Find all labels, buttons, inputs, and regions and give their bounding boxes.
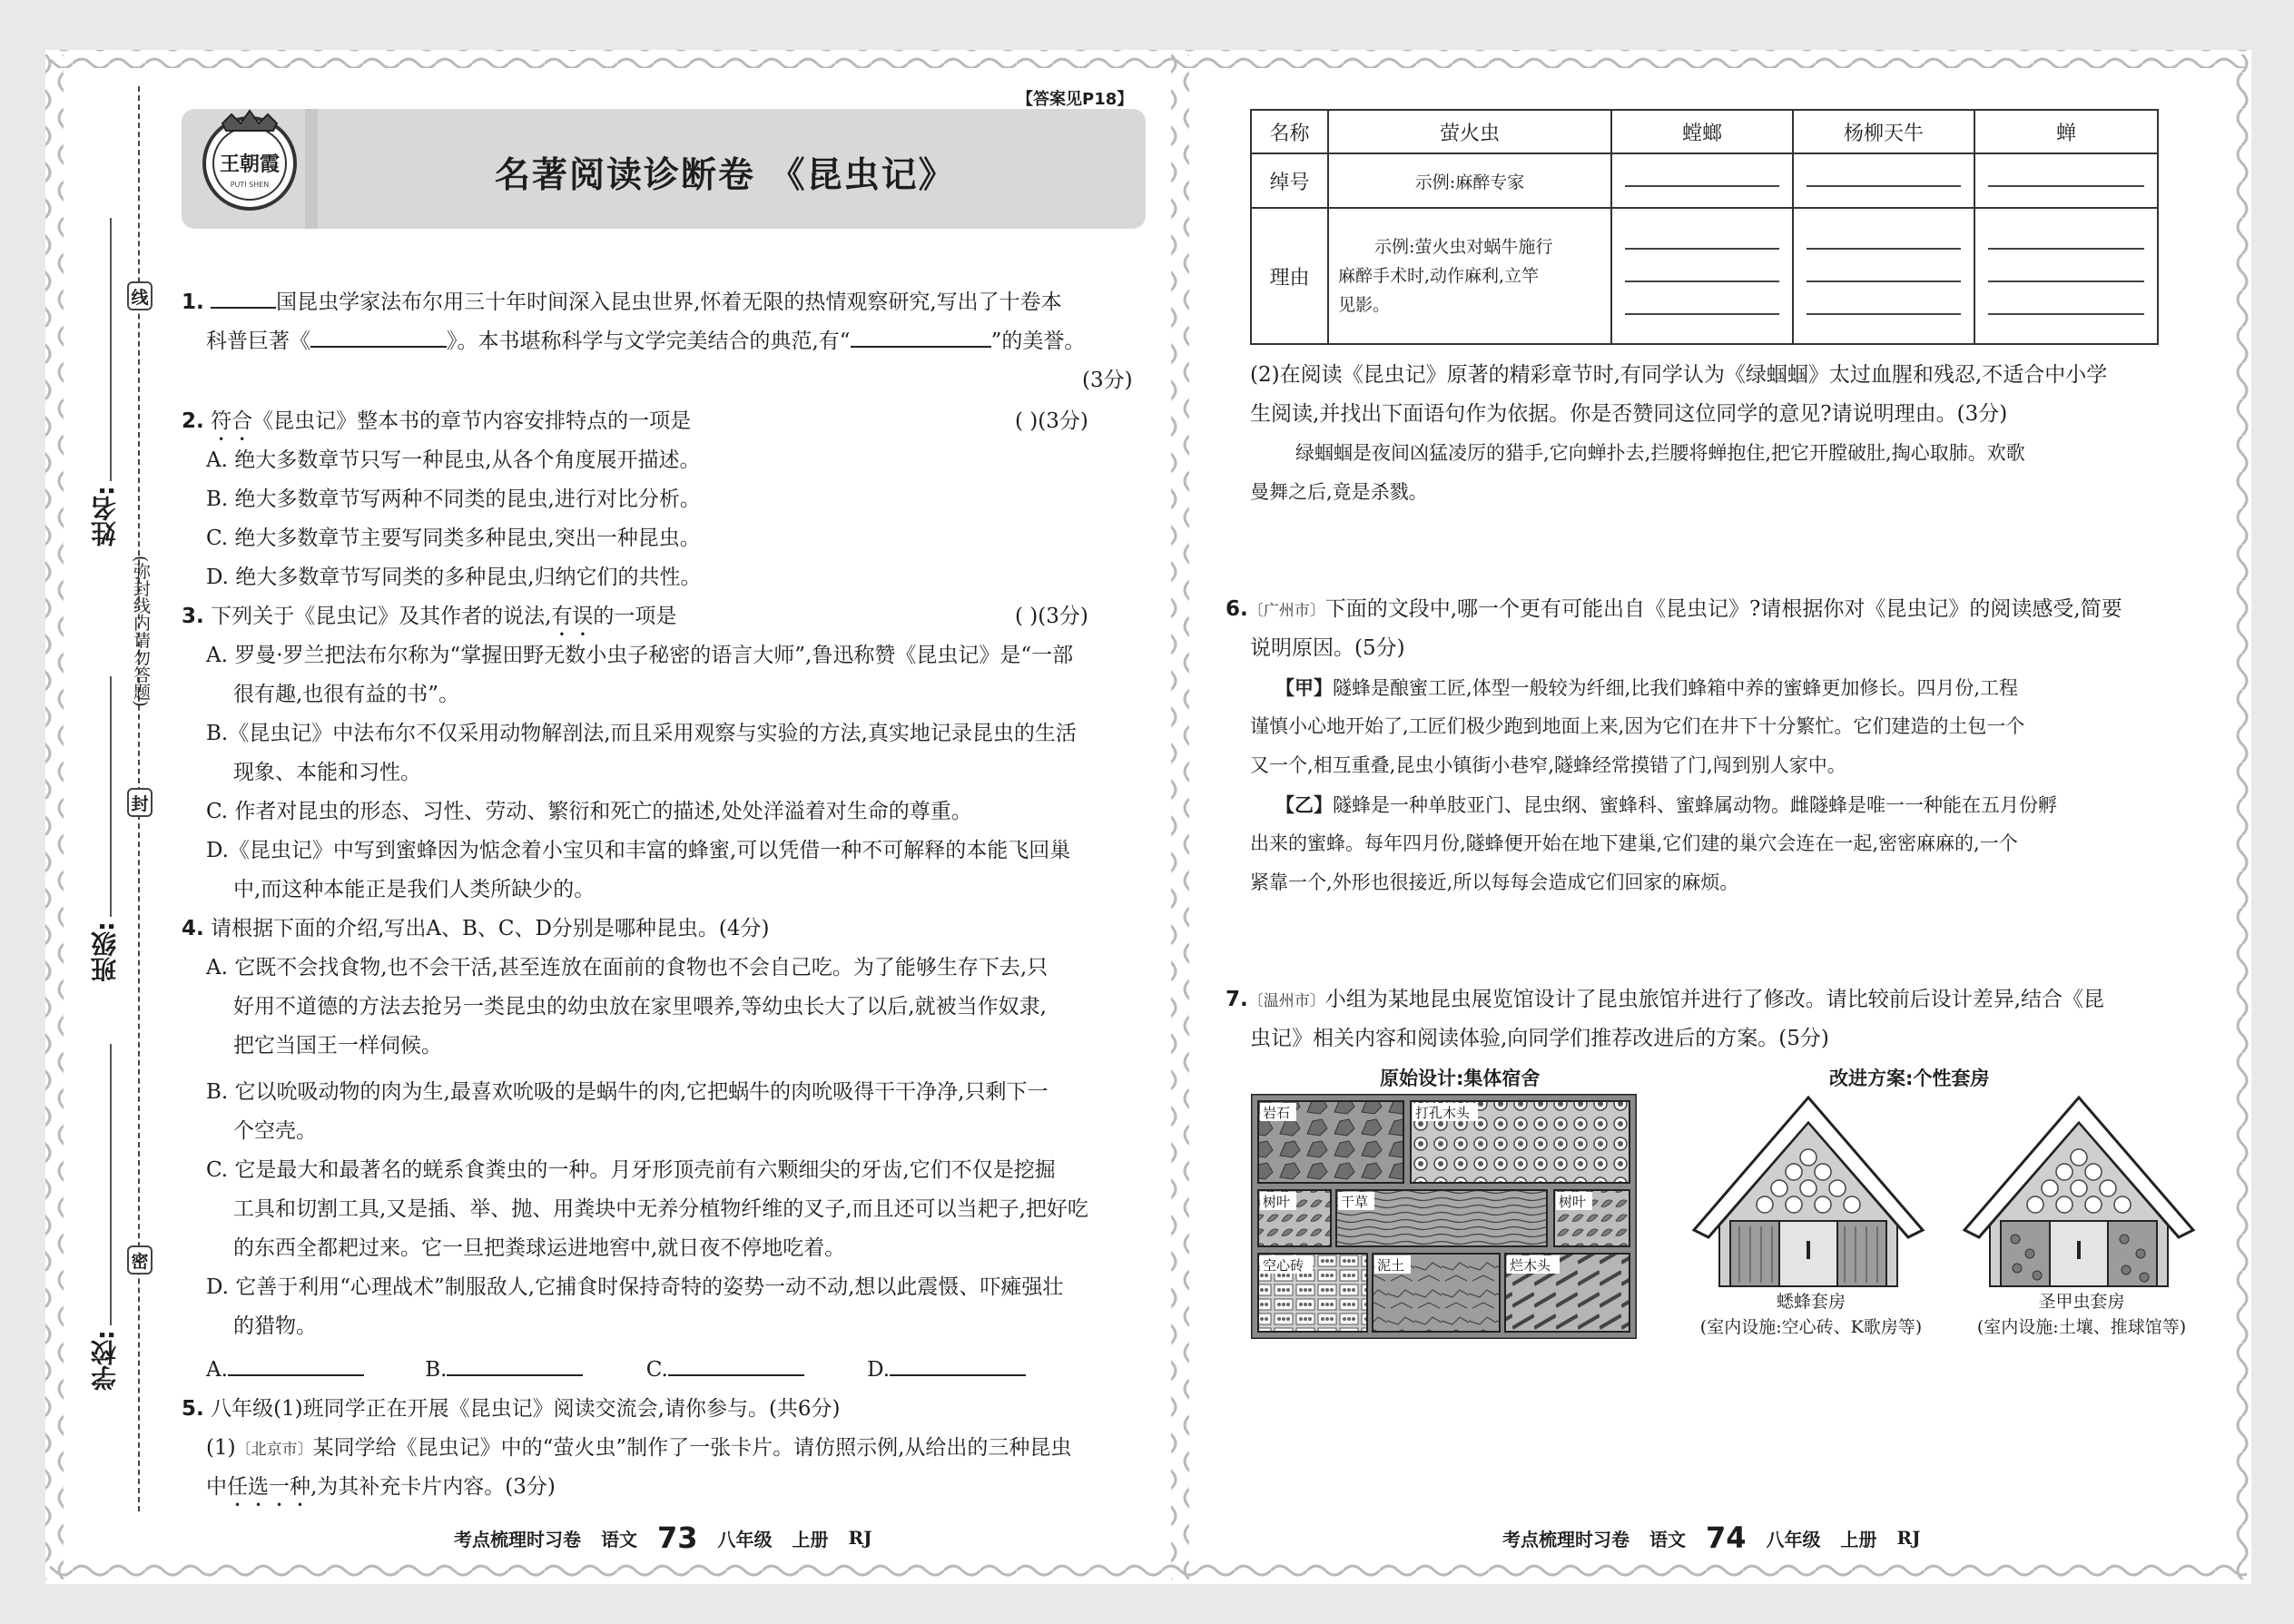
q4-answer-b[interactable]	[447, 1351, 583, 1376]
binding-note: (弥封线内请勿答题)	[131, 556, 151, 707]
q2-option-c: C. 绝大多数章节主要写同类多种昆虫,突出一种昆虫。	[206, 527, 701, 550]
q1-score: (3分)	[1082, 369, 1133, 392]
table-header-name: 名称	[1251, 110, 1328, 153]
q5-quote-line1: 绿蝈蝈是夜间凶猛凌厉的猎手,它向蝉扑去,拦腰将蝉抱住,把它开膛破肚,掏心取肺。欢歌	[1295, 442, 2025, 464]
school-field-line[interactable]	[110, 1044, 112, 1325]
q4-answer-a[interactable]	[228, 1351, 364, 1376]
q4-answer-c[interactable]	[668, 1351, 804, 1376]
class-field-label: 班级:	[90, 921, 120, 983]
table-header-cicada: 蝉	[1974, 110, 2158, 153]
cell-label-drilled-wood: 打孔木头	[1415, 1105, 1471, 1121]
svg-text:王朝霞: 王朝霞	[219, 153, 281, 176]
q3-option-b-line1: B.《昆虫记》中法布尔不仅采用动物解剖法,而且采用观察与实验的方法,真实地记录昆虫的生活	[206, 722, 1077, 745]
q3-option-a-line2: 很有趣,也很有益的书”。	[233, 683, 460, 706]
house2-caption: 圣甲虫套房 (室内设施:土壤、推球馆等)	[1976, 1292, 2187, 1337]
binding-char-xian: 线	[127, 281, 153, 310]
q6-jia-line2: 谨慎小心地开始了,工匠们极少跑到地面上来,因为它们在井下十分繁忙。它们建造的土包一个	[1250, 715, 2025, 737]
q4-b-line1: B. 它以吮吸动物的肉为生,最喜欢吮吸的是蜗牛的肉,它把蜗牛的肉吮吸得干干净净,只剩下一	[206, 1080, 1049, 1104]
page-number-right: 74	[1706, 1521, 1747, 1555]
footer-left: 考点梳理时习卷 语文 73 八年级 上册 RJ	[454, 1521, 872, 1555]
table-header-longhorn: 杨柳天牛	[1793, 110, 1974, 153]
table-reason-mantis[interactable]	[1611, 208, 1793, 344]
q5-part2-line1: (2)在阅读《昆虫记》原著的精彩章节时,有同学认为《绿蝈蝈》太过血腥和残忍,不适合中小学	[1250, 363, 2108, 387]
table-nickname-example: 示例:麻醉专家	[1328, 153, 1611, 208]
q6-yi-line2: 出来的蜜蜂。每年四月份,隧蜂便开始在地下建巢,它们建的巢穴会连在一起,密密麻麻的,一个	[1250, 832, 2018, 854]
answer-reference: 【答案见P18】	[1017, 90, 1134, 109]
firefly-card-table	[1250, 109, 2159, 345]
q5-part1: (1)〔北京市〕某同学给《昆虫记》中的“萤火虫”制作了一张卡片。请仿照示例,从给出的三种昆虫	[206, 1436, 1072, 1460]
question-7: 7.〔温州市〕小组为某地昆虫展览馆设计了昆虫旅馆并进行了修改。请比较前后设计差异,结合《昆	[1226, 988, 2105, 1011]
q4-c-line2: 工具和切割工具,又是插、举、抛、用粪块中无养分植物纤维的叉子,而且还可以当耙子,把好吃	[233, 1197, 1088, 1221]
q2-option-d: D. 绝大多数章节写同类的多种昆虫,归纳它们的共性。	[206, 566, 702, 589]
q6-yi-line1: 【乙】隧蜂是一种单肢亚门、昆虫纲、蜜蜂科、蜜蜂属动物。雌隧蜂是唯一一种能在五月份孵	[1275, 793, 2057, 816]
cell-label-leaves-left: 树叶	[1263, 1194, 1291, 1210]
question-3: 3. 下列关于《昆虫记》及其作者的说法,有误的一项是	[182, 605, 677, 628]
banner-stripe	[305, 109, 318, 229]
cell-label-leaves-right: 树叶	[1559, 1194, 1587, 1210]
q4-a-line2: 好用不道德的方法去抢另一类昆虫的幼虫放在家里喂养,等幼虫长大了以后,就被当作奴隶,	[233, 995, 1047, 1019]
q3-option-a-line1: A. 罗曼·罗兰把法布尔称为“掌握田野无数小虫子秘密的语言大师”,鲁迅称赞《昆虫记》是“一部	[206, 644, 1074, 667]
table-reason-longhorn[interactable]	[1793, 208, 1974, 344]
q6-jia-line3: 又一个,相互重叠,昆虫小镇街小巷窄,隧蜂经常摸错了门,闯到别人家中。	[1250, 754, 1846, 776]
q2-answer-paren[interactable]: ( )(3分)	[1015, 409, 1088, 433]
q5-part2-line2: 生阅读,并找出下面语句作为依据。你是否赞同这位同学的意见?请说明理由。(3分)	[1250, 402, 2008, 426]
cell-label-rotten-wood: 烂木头	[1510, 1257, 1551, 1274]
q4-b-line2: 个空壳。	[233, 1119, 317, 1143]
original-design-image	[1251, 1094, 1637, 1339]
table-nickname-longhorn[interactable]	[1793, 153, 1974, 208]
table-nickname-cicada[interactable]	[1974, 153, 2158, 208]
footer-right: 考点梳理时习卷 语文 74 八年级 上册 RJ	[1502, 1521, 1921, 1555]
q5-part1-line2: 中任选一种,为其补充卡片内容。(3分)	[206, 1475, 556, 1499]
house-suite-1	[1690, 1094, 1926, 1289]
q3-answer-paren[interactable]: ( )(3分)	[1015, 605, 1088, 628]
question-1: 1. 国昆虫学家法布尔用三十年时间深入昆虫世界,怀着无限的热情观察研究,写出了十卷本 科普巨著《 》。本书堪称科学与文学完美结合的典范,有“ ”的美誉。	[182, 283, 1085, 361]
page-title: 名著阅读诊断卷 《昆虫记》	[495, 155, 956, 196]
school-field-label: 学校:	[90, 1330, 120, 1392]
q4-d-line1: D. 它善于利用“心理战术”制服敌人,它捕食时保持奇特的姿势一动不动,想以此震慑、吓瘫强壮	[206, 1275, 1064, 1299]
table-reason-cicada[interactable]	[1974, 208, 2158, 344]
q6-stem-line2: 说明原因。(5分)	[1250, 636, 1405, 660]
q7-stem-line2: 虫记》相关内容和阅读体验,向同学们推荐改进后的方案。(5分)	[1250, 1027, 1829, 1050]
q2-option-b: B. 绝大多数章节写两种不同类的昆虫,进行对比分析。	[206, 487, 701, 511]
q4-answer-row: A. B. C. D.	[206, 1351, 1026, 1390]
q4-a-line3: 把它当国王一样伺候。	[233, 1034, 442, 1058]
table-reason-example: 示例:萤火虫对蜗牛施行 麻醉手术时,动作麻利,立竿 见影。	[1328, 208, 1611, 344]
q5-quote-line2: 曼舞之后,竟是杀戮。	[1250, 481, 1428, 503]
svg-text:PUTI SHEN: PUTI SHEN	[230, 181, 270, 189]
table-row-reason-label: 理由	[1251, 208, 1328, 344]
binding-char-mi: 密	[127, 1245, 153, 1275]
table-nickname-mantis[interactable]	[1611, 153, 1793, 208]
table-row-nickname-label: 绰号	[1251, 153, 1328, 208]
figure-improved-label: 改进方案:个性套房	[1829, 1068, 1990, 1089]
name-field-label: 姓名:	[90, 486, 120, 547]
table-header-mantis: 螳螂	[1611, 110, 1793, 153]
question-5: 5. 八年级(1)班同学正在开展《昆虫记》阅读交流会,请你参与。(共6分)	[182, 1397, 841, 1421]
question-4: 4. 请根据下面的介绍,写出A、B、C、D分别是哪种昆虫。(4分)	[182, 917, 770, 940]
class-field-line[interactable]	[110, 676, 112, 917]
table-header-firefly: 萤火虫	[1328, 110, 1611, 153]
q2-option-a: A. 绝大多数章节只写一种昆虫,从各个角度展开描述。	[206, 448, 701, 472]
cell-label-hay: 干草	[1341, 1194, 1369, 1210]
figure-original-label: 原始设计:集体宿舍	[1380, 1068, 1541, 1089]
house1-caption: 蟋蜂套房 (室内设施:空心砖、K歌房等)	[1699, 1292, 1923, 1337]
binding-char-feng: 封	[127, 788, 153, 817]
cell-label-hollow-brick: 空心砖	[1263, 1257, 1305, 1274]
question-2: 2. 符合《昆虫记》整本书的章节内容安排特点的一项是	[182, 409, 692, 433]
q4-d-line2: 的猎物。	[233, 1314, 317, 1338]
q3-option-d-line2: 中,而这种本能正是我们人类所缺少的。	[233, 878, 596, 901]
q4-answer-d[interactable]	[890, 1351, 1026, 1376]
q4-c-line1: C. 它是最大和最著名的蜣系食粪虫的一种。月牙形顶壳前有六颗细尖的牙齿,它们不仅是挖掘	[206, 1158, 1056, 1182]
name-field-line[interactable]	[110, 218, 112, 481]
cell-label-soil: 泥土	[1377, 1257, 1405, 1274]
q1-blank-book[interactable]	[310, 322, 447, 348]
q3-option-b-line2: 现象、本能和习性。	[233, 761, 421, 784]
q4-a-line1: A. 它既不会找食物,也不会干活,甚至连放在面前的食物也不会自己吃。为了能够生存下去,只	[206, 956, 1049, 979]
house-suite-2	[1961, 1094, 2197, 1289]
q6-yi-line3: 紧靠一个,外形也很接近,所以每每会造成它们回家的麻烦。	[1250, 871, 1739, 893]
question-6: 6.〔广州市〕下面的文段中,哪一个更有可能出自《昆虫记》?请根据你对《昆虫记》的阅读感受,简要	[1226, 597, 2122, 621]
q3-option-d-line1: D.《昆虫记》中写到蜜蜂因为惦念着小宝贝和丰富的蜂蜜,可以凭借一种不可解释的本能飞回巢	[206, 839, 1071, 862]
q6-jia-line1: 【甲】隧蜂是酿蜜工匠,体型一般较为纤细,比我们蜂箱中养的蜜蜂更加修长。四月份,工程	[1275, 676, 2019, 699]
q4-c-line3: 的东西全都耙过来。它一旦把粪球运进地窖中,就日夜不停地吃着。	[233, 1236, 846, 1260]
q3-option-c: C. 作者对昆虫的形态、习性、劳动、繁衍和死亡的描述,处处洋溢着对生命的尊重。	[206, 800, 972, 823]
publisher-logo	[195, 107, 304, 216]
cell-label-rock: 岩石	[1263, 1105, 1291, 1121]
page-number-left: 73	[657, 1521, 698, 1555]
q1-blank-country[interactable]	[211, 283, 276, 309]
q1-blank-praise[interactable]	[851, 322, 991, 348]
